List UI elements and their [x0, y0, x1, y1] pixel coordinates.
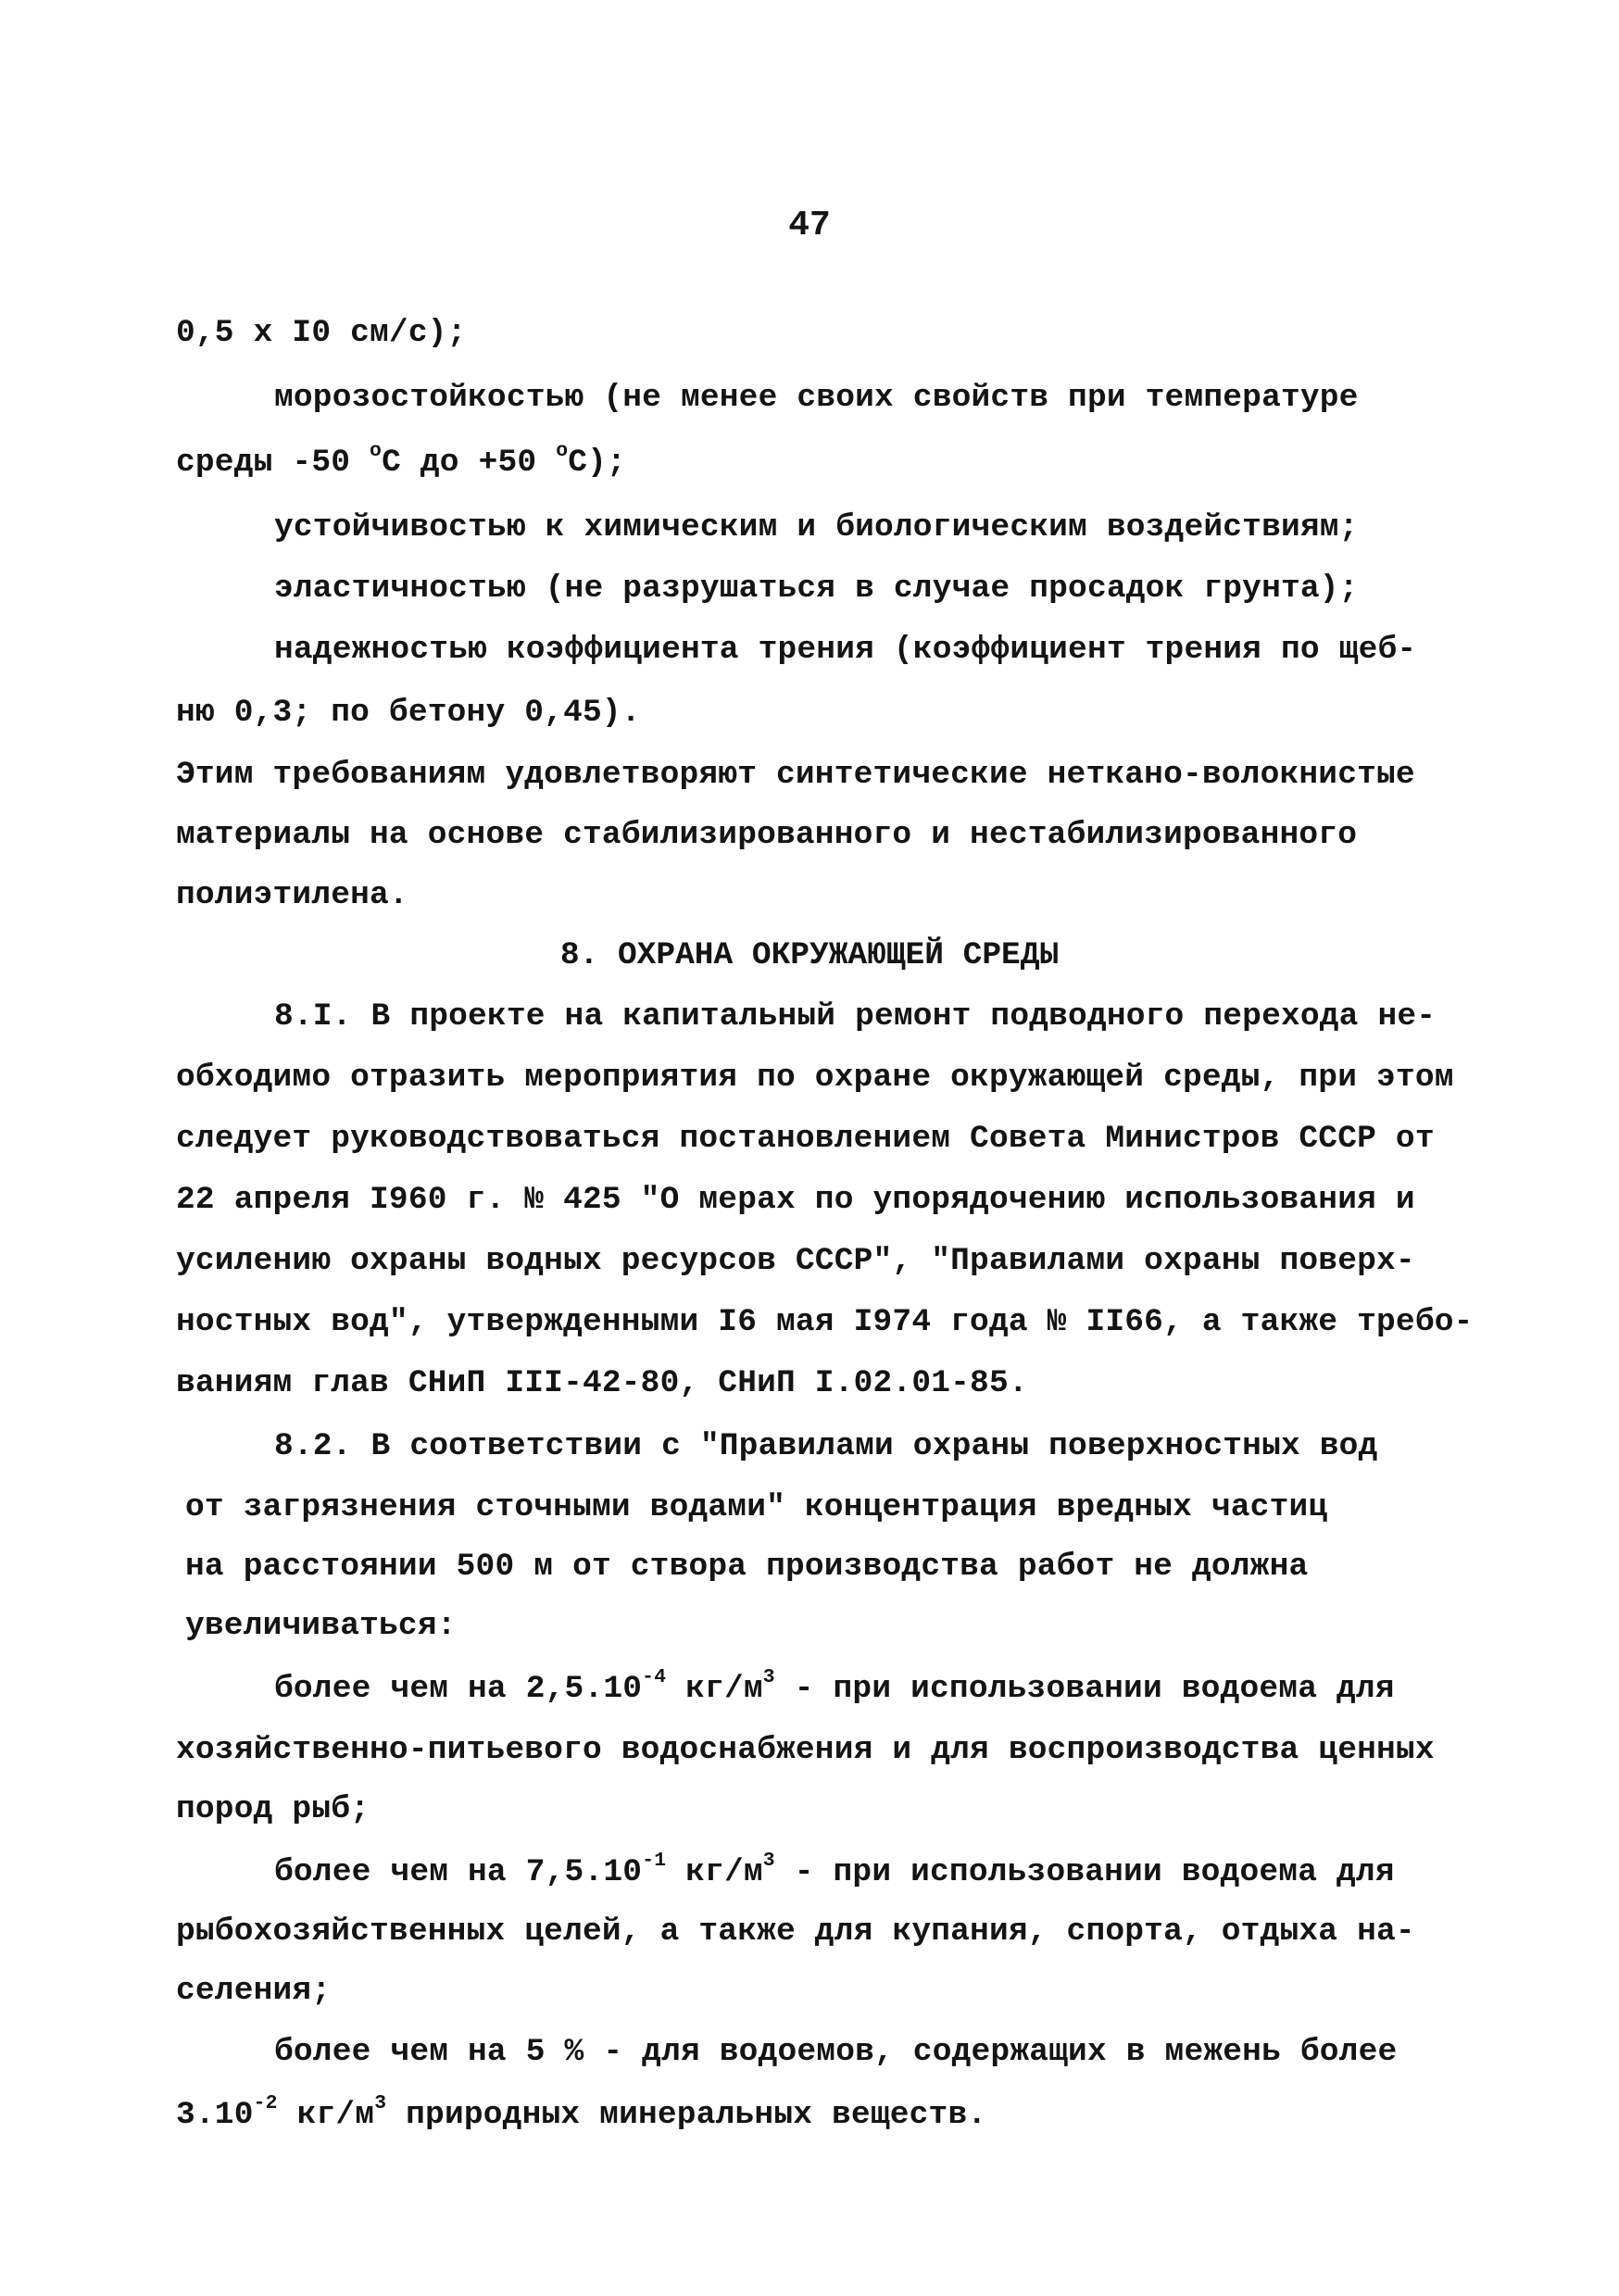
text-line: 0,5 х I0 см/с);	[176, 315, 467, 351]
text-line: Этим требованиям удовлетворяют синтетические неткано-волокнистые	[176, 757, 1415, 793]
text-span: - при использовании водоема для	[774, 1671, 1395, 1707]
exponent: -4	[642, 1665, 667, 1688]
text-line: усилению охраны водных ресурсов СССР", "Правилами охраны поверх-	[176, 1243, 1415, 1279]
exponent: -2	[253, 2091, 278, 2114]
text-span: С до +50	[382, 445, 557, 481]
text-line: ню 0,3; по бетону 0,45).	[176, 695, 641, 731]
text-line: устойчивостью к химическим и биологическим воздействиям;	[274, 509, 1359, 546]
text-line: более чем на 5 % - для водоемов, содержащих в межень более	[274, 2034, 1398, 2070]
degree-sign: о	[370, 439, 383, 462]
exponent: -1	[642, 1849, 667, 1872]
text-span: кг/м	[277, 2097, 375, 2133]
text-line: эластичностью (не разрушаться в случае просадок грунта);	[274, 571, 1359, 607]
text-span: 3.10	[176, 2097, 254, 2133]
text-span: среды -50	[176, 445, 370, 481]
text-line: ваниям глав СНиП III-42-80, СНиП I.02.01-85.	[176, 1365, 1028, 1401]
text-line: 8.2. В соответствии с "Правилами охраны поверхностных вод	[274, 1428, 1378, 1464]
text-line: надежностью коэффициента трения (коэффициент трения по щеб-	[274, 632, 1417, 668]
text-span: С);	[568, 445, 626, 481]
text-span: природных минеральных веществ.	[386, 2097, 987, 2133]
text-line	[274, 1849, 1395, 1893]
text-line: обходимо отразить мероприятия по охране окружающей среды, при этом	[176, 1060, 1454, 1096]
text-line: следует руководствоваться постановлением Совета Министров СССР от	[176, 1121, 1435, 1157]
text-line: 22 апреля I960 г. № 425 "О мерах по упорядочению использования и	[176, 1182, 1415, 1218]
text-line: морозостойкостью (не менее своих свойств при температуре	[274, 380, 1359, 416]
exponent: 3	[762, 1849, 775, 1872]
text-line	[274, 1665, 1395, 1710]
text-span: кг/м	[666, 1854, 763, 1890]
text-span: - при использовании водоема для	[774, 1854, 1395, 1890]
text-line: полиэтилена.	[176, 877, 408, 913]
text-line: от загрязнения сточными водами" концентрация вредных частиц	[185, 1489, 1328, 1525]
text-line: селения;	[176, 1973, 332, 2009]
text-line	[176, 439, 626, 483]
text-span: более чем на 2,5.10	[274, 1671, 643, 1707]
text-line: хозяйственно-питьевого водоснабжения и для воспроизводства ценных	[176, 1732, 1435, 1768]
text-line: рыбохозяйственных целей, а также для купания, спорта, отдыха на-	[176, 1913, 1415, 1950]
exponent: 3	[374, 2091, 387, 2114]
text-line: пород рыб;	[176, 1791, 370, 1827]
text-line: ностных вод", утвержденными I6 мая I974 года № II66, а также требо-	[176, 1304, 1474, 1340]
section-heading: 8. ОХРАНА ОКРУЖАЮЩЕЙ СРЕДЫ	[559, 937, 1060, 973]
text-line: увеличиваться:	[185, 1608, 457, 1644]
text-span: более чем на 7,5.10	[274, 1854, 643, 1890]
page-number: 47	[788, 206, 831, 245]
text-span: кг/м	[666, 1671, 763, 1707]
text-line: материалы на основе стабилизированного и нестабилизированного	[176, 817, 1358, 853]
exponent: 3	[762, 1665, 775, 1688]
degree-sign: о	[556, 439, 569, 462]
text-line: 8.I. В проекте на капитальный ремонт подводного перехода не-	[274, 998, 1437, 1035]
text-line	[176, 2091, 987, 2136]
text-line: на расстоянии 500 м от створа производства работ не должна	[185, 1549, 1309, 1585]
